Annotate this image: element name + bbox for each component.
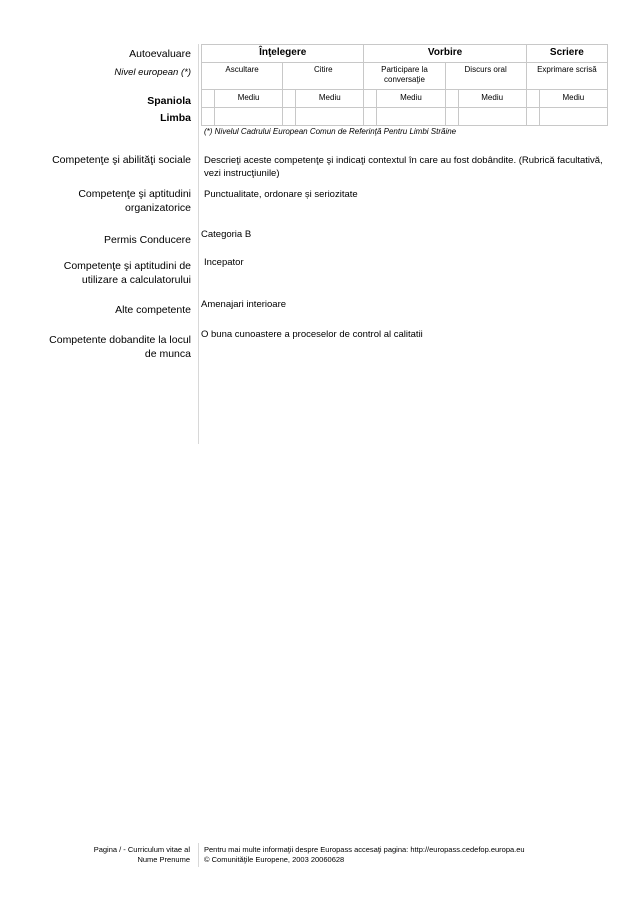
- section-label-driving-license: Permis Conducere: [104, 234, 191, 246]
- footer-page-line1: Pagina / - Curriculum vitae al: [93, 845, 190, 854]
- language-label: Limba: [160, 112, 191, 124]
- language-name: Spaniola: [147, 95, 191, 107]
- footer-info-line2: © Comunităţile Europene, 2003 20060628: [204, 854, 345, 864]
- subheader-reading: Citire: [283, 63, 364, 90]
- section-label-organizational: Competenţe şi aptitudini organizatorice: [78, 188, 191, 214]
- section-label-workplace: Competente dobandite la locul de munca: [49, 334, 191, 360]
- subheader-writing: Exprimare scrisă: [526, 63, 607, 90]
- column-divider: [198, 44, 199, 444]
- subheader-interaction: Participare la conversaţie: [364, 63, 445, 90]
- level-code-cell: [445, 90, 458, 108]
- level-interaction: Mediu: [377, 90, 445, 108]
- section-value-driving-license: Categoria B: [201, 229, 252, 240]
- level-production: Mediu: [458, 90, 526, 108]
- level-writing: Mediu: [539, 90, 607, 108]
- level-code-cell: [283, 90, 296, 108]
- section-value-organizational: Punctualitate, ordonare și seriozitate: [204, 189, 358, 200]
- section-value-workplace: O buna cunoastere a proceselor de control al calitatii: [201, 329, 423, 340]
- level-code-cell: [364, 90, 377, 108]
- subheader-production: Discurs oral: [445, 63, 526, 90]
- footer-divider: [198, 843, 199, 867]
- section-value-other: Amenajari interioare: [201, 299, 287, 310]
- footer-page-line2: Nume Prenume: [137, 854, 190, 864]
- footer-europass-info: [204, 845, 614, 864]
- section-label-computer: Competenţe şi aptitudini de utilizare a calculatorului: [63, 260, 191, 286]
- subheader-listening: Ascultare: [202, 63, 283, 90]
- language-footnote: (*) Nivelul Cadrului European Comun de Referinţă Pentru Limbi Străine: [204, 127, 457, 136]
- header-speaking: Vorbire: [364, 45, 526, 63]
- level-code-cell: [202, 90, 215, 108]
- self-assessment-label: Autoevaluare: [129, 48, 191, 60]
- header-understanding: Înţelegere: [202, 45, 364, 63]
- section-value-computer: Incepator: [204, 257, 244, 268]
- header-writing: Scriere: [526, 45, 607, 63]
- section-label-other: Alte competente: [115, 304, 191, 316]
- footer-page-info: [40, 845, 190, 864]
- level-listening: Mediu: [215, 90, 283, 108]
- section-value-social: Descrieţi aceste competenţe şi indicaţi contextul în care au fost dobândite. (Rubrică facultativă, vezi instrucţiunile): [204, 155, 603, 179]
- level-code-cell: [526, 90, 539, 108]
- european-level-label: Nivel european (*): [114, 67, 191, 78]
- footer-info-line1: Pentru mai multe informaţii despre Europass accesaţi pagina: http://europass.cedefop.europa.eu: [204, 845, 525, 854]
- language-levels-table: [201, 44, 608, 126]
- section-label-social: Competenţe şi abilităţi sociale: [52, 154, 191, 166]
- level-reading: Mediu: [296, 90, 364, 108]
